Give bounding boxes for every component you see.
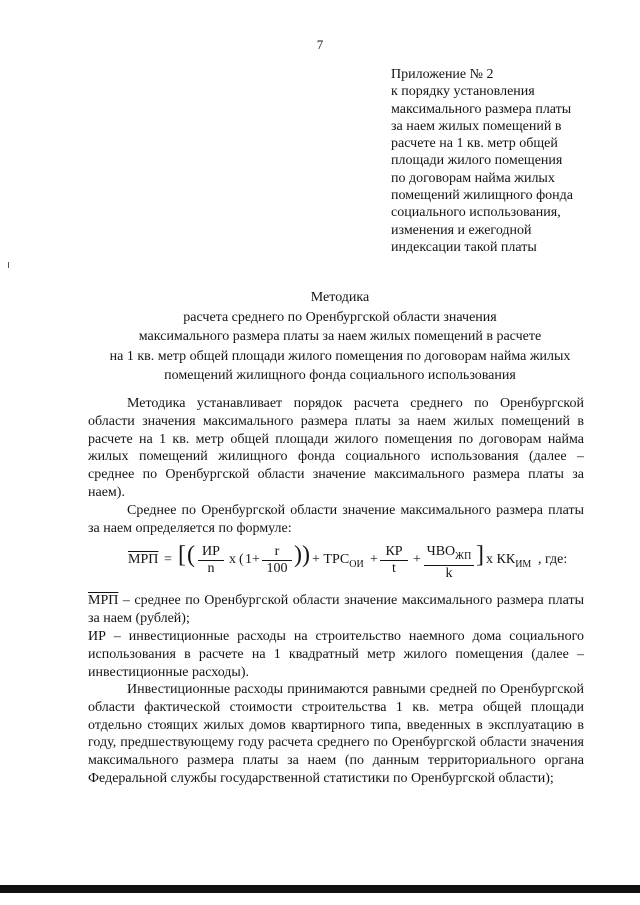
appendix-line: за наем жилых помещений в (391, 118, 562, 134)
formula-plus: + (370, 552, 378, 567)
title-line: максимального размера платы за наем жилых помещений в расчете (138, 329, 542, 344)
term-mrp: МРП (88, 593, 119, 608)
formula-chvo: ЧВО (426, 544, 456, 559)
formula-equals: = (164, 552, 172, 567)
appendix-line: социального использования, (391, 205, 561, 221)
appendix-line: площади жилого помещения (391, 153, 563, 169)
formula-plus: + (413, 552, 421, 567)
paragraph-ir-definition: ИР – инвестиционные расходы на строительство наемного дома социального использования в расчете на 1 квадратный метр жилого помещения (далее – инвестиционные расходы). (88, 629, 584, 680)
formula-trs-label: + ТРС (312, 552, 350, 567)
appendix-line: Приложение № 2 (391, 67, 494, 82)
formula-trs (312, 552, 364, 570)
appendix-line: расчете на 1 кв. метр общей (391, 136, 558, 152)
fraction-ir-n (198, 544, 224, 577)
page-number: 7 (316, 37, 324, 52)
scan-edge-bar (0, 885, 640, 893)
formula (116, 538, 596, 586)
margin-mark (8, 262, 9, 268)
fraction-numerator (424, 544, 474, 566)
formula-close-bracket: ] (476, 542, 484, 568)
fraction-chvo-k (424, 544, 474, 582)
formula-trs-subscript: ОИ (349, 558, 364, 570)
fraction-denominator: n (207, 561, 215, 576)
formula-one-plus: 1+ (245, 552, 260, 567)
formula-paren: ( (239, 552, 244, 567)
fraction-numerator: КР (380, 544, 408, 561)
fraction-denominator: 100 (266, 561, 288, 576)
appendix-line: индексации такой платы (391, 239, 537, 255)
title-line: расчета среднего по Оренбургской области значения (183, 309, 497, 325)
formula-kk-subscript: ИМ (515, 558, 532, 570)
formula-tail: , где: (538, 552, 568, 567)
fraction-denominator: k (445, 565, 453, 581)
formula-kk (486, 552, 531, 570)
paragraph-investment: Инвестиционные расходы принимаются равными средней по Оренбургской области фактической стоимости строительства 1 кв. метра общей площади отдельно стоящих жилых домов квартирного типа, введенных в эксплуатацию в году, предшествующему году расчета среднего по Оренбургской области значения максимального размера платы за наем (по данным территориального органа Федеральной службы государственной статистики по Оренбургской области); (88, 682, 584, 786)
fraction-r-100 (262, 544, 292, 577)
fraction-numerator: ИР (198, 544, 224, 561)
formula-lhs: МРП (128, 552, 159, 567)
title-line: помещений жилищного фонда социального использования (164, 368, 516, 383)
formula-times: x (229, 552, 236, 567)
appendix-line: по договорам найма жилых (391, 170, 555, 186)
fraction-numerator: r (262, 544, 292, 561)
formula-close-parens: )) (294, 542, 310, 568)
fraction-kr-t (380, 544, 408, 577)
appendix-line: помещений жилищного фонда (391, 188, 573, 204)
document-title (70, 288, 610, 386)
appendix-line: изменения и ежегодной (391, 222, 532, 238)
paragraph-intro: Методика устанавливает порядок расчета среднего по Оренбургской области значения максимального размера платы за наем жилых помещений в расчете на 1 кв. метр общей площади жилого помещения по договорам найма жилых помещений жилищного фонда социального использования (далее – среднее по Оренбургской области значение максимального размера платы за наем). (88, 396, 584, 500)
definition-text: – среднее по Оренбургской области значение максимального размера платы за наем (рублей); (88, 593, 584, 626)
fraction-denominator: t (392, 561, 396, 576)
appendix-line: к порядку установления (391, 84, 535, 100)
title-line: Методика (310, 290, 370, 305)
formula-kk-label: x КК (486, 552, 516, 567)
title-line: на 1 кв. метр общей площади жилого помещения по договорам найма жилых (109, 348, 571, 364)
paragraph-formula-intro: Среднее по Оренбургской области значение максимального размера платы за наем определяется по формуле: (88, 503, 584, 536)
formula-open-paren: ( (187, 542, 195, 568)
formula-open-bracket: [ (178, 542, 186, 568)
appendix-line: максимального размера платы (391, 101, 572, 117)
appendix-header (391, 66, 621, 256)
formula-chvo-subscript: ЖП (455, 550, 472, 562)
paragraph-mrp-definition (88, 592, 584, 628)
